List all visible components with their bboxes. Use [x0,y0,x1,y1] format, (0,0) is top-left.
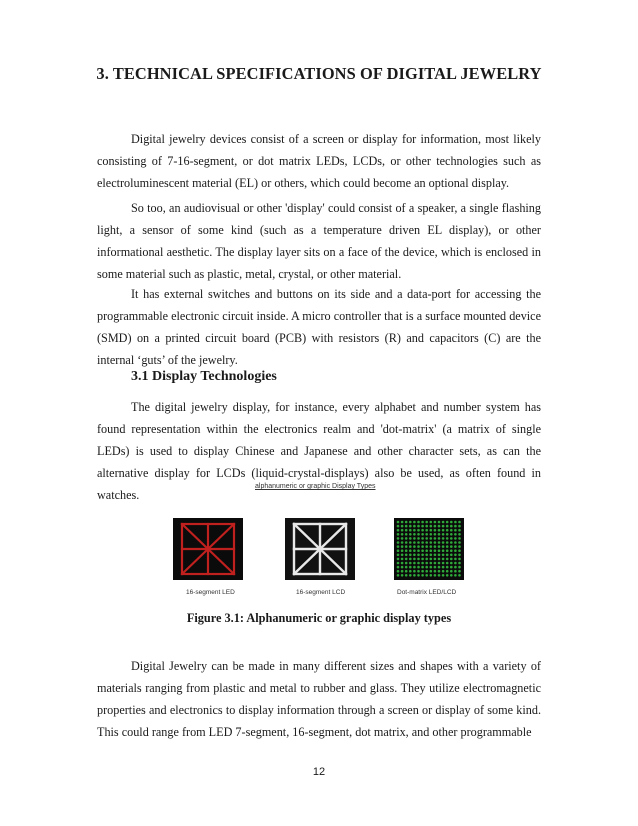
matrix-dot [434,566,437,569]
matrix-dot [425,558,428,561]
figure-title: alphanumeric or graphic Display Types [255,483,376,490]
matrix-dot [409,566,412,569]
matrix-dot [417,558,420,561]
matrix-dot [438,574,441,577]
matrix-dot [446,554,449,557]
matrix-dot [450,533,453,536]
matrix-dot [413,545,416,548]
matrix-dot [438,566,441,569]
matrix-dot [417,549,420,552]
matrix-dot [421,529,424,532]
page-number: 12 [312,766,326,778]
matrix-dot [409,574,412,577]
matrix-dot [401,566,404,569]
matrix-dot [409,558,412,561]
matrix-dot [454,562,457,565]
matrix-dot [434,562,437,565]
matrix-dot [454,541,457,544]
display-16-segment-led [173,518,243,580]
matrix-dot [434,533,437,536]
closing-paragraph: Digital Jewelry can be made in many different sizes and shapes with a variety of materials ranging from plastic and metal to rubber and glass. They utilize electromagnetic properties and electronics to display information through a screen or display of some kind. This could range from LED 7-segment, 16-segment, dot matrix, and other programmable [97,659,541,739]
matrix-dot [405,537,408,540]
matrix-dot [397,549,400,552]
matrix-dot [409,562,412,565]
matrix-dot [450,525,453,528]
matrix-dot [417,554,420,557]
matrix-dot [425,521,428,524]
matrix-dot [458,549,461,552]
matrix-dot [405,533,408,536]
display-dot-matrix [394,518,464,580]
display-label-dot-matrix: Dot-matrix LED/LCD [397,589,457,596]
matrix-dot [425,545,428,548]
matrix-dot [397,537,400,540]
display-16-segment-lcd [285,518,355,580]
matrix-dot [405,525,408,528]
matrix-dot [409,533,412,536]
matrix-dot [458,529,461,532]
matrix-dot [430,549,433,552]
matrix-dot [401,533,404,536]
matrix-dot [446,521,449,524]
matrix-dot [446,549,449,552]
matrix-dot [454,566,457,569]
matrix-dot [421,574,424,577]
matrix-dot [409,525,412,528]
matrix-dot [405,521,408,524]
matrix-dot [430,558,433,561]
matrix-dot [442,549,445,552]
matrix-dot [425,570,428,573]
matrix-dot [458,525,461,528]
matrix-dot [454,529,457,532]
matrix-dot [454,537,457,540]
matrix-dot [413,562,416,565]
matrix-dot [397,574,400,577]
matrix-dot [442,558,445,561]
matrix-dot [442,525,445,528]
matrix-dot [438,549,441,552]
matrix-dot [401,549,404,552]
matrix-dot [401,525,404,528]
matrix-dot [430,566,433,569]
matrix-dot [413,537,416,540]
matrix-dot [401,554,404,557]
matrix-dot [450,558,453,561]
matrix-dot [430,554,433,557]
matrix-dot [450,545,453,548]
matrix-dot [450,566,453,569]
matrix-dot [450,554,453,557]
matrix-dot [458,562,461,565]
matrix-dot [434,549,437,552]
matrix-dot [401,537,404,540]
matrix-dot [442,529,445,532]
matrix-dot [446,541,449,544]
matrix-dot [446,537,449,540]
section-heading: 3.1 Display Technologies [131,369,277,384]
matrix-dot [413,574,416,577]
matrix-dot [401,541,404,544]
matrix-dot [434,574,437,577]
matrix-dot [417,529,420,532]
matrix-dot [458,537,461,540]
matrix-dot [413,566,416,569]
matrix-dot [421,554,424,557]
matrix-dot [438,529,441,532]
matrix-dot [405,541,408,544]
matrix-dot [430,537,433,540]
matrix-dot [446,574,449,577]
matrix-dot [450,574,453,577]
matrix-dot [458,574,461,577]
matrix-dot [434,537,437,540]
matrix-dot [450,549,453,552]
matrix-dot [446,566,449,569]
matrix-dot [417,574,420,577]
matrix-dot [442,541,445,544]
matrix-dot [405,554,408,557]
matrix-dot [425,574,428,577]
matrix-dot [421,570,424,573]
matrix-dot [421,533,424,536]
matrix-dot [446,529,449,532]
matrix-dot [442,574,445,577]
matrix-dot [442,570,445,573]
matrix-dot [421,562,424,565]
matrix-dot [413,570,416,573]
matrix-dot [405,549,408,552]
matrix-dot [434,570,437,573]
matrix-dot [425,549,428,552]
matrix-dot [446,525,449,528]
matrix-dot [421,545,424,548]
matrix-dot [417,521,420,524]
matrix-dot [397,570,400,573]
matrix-dot [421,541,424,544]
matrix-dot [425,533,428,536]
matrix-dot [458,521,461,524]
matrix-dot [458,570,461,573]
matrix-dot [405,545,408,548]
matrix-dot [405,562,408,565]
matrix-dot [458,541,461,544]
matrix-dot [450,537,453,540]
matrix-dot [401,562,404,565]
display-label-lcd: 16-segment LCD [296,589,346,596]
matrix-dot [405,570,408,573]
matrix-dot [434,529,437,532]
matrix-dot [450,521,453,524]
matrix-dot [450,570,453,573]
matrix-dot [421,525,424,528]
matrix-dot [425,537,428,540]
matrix-dot [409,549,412,552]
matrix-dot [454,549,457,552]
matrix-dot [446,558,449,561]
matrix-dot [413,558,416,561]
matrix-dot [397,541,400,544]
matrix-dot [405,574,408,577]
matrix-dot [413,521,416,524]
matrix-dot [405,566,408,569]
matrix-dot [425,529,428,532]
matrix-dot [405,558,408,561]
matrix-dot [438,537,441,540]
matrix-dot [454,545,457,548]
matrix-dot [409,529,412,532]
matrix-dot [438,562,441,565]
matrix-dot [409,537,412,540]
matrix-dot [446,570,449,573]
matrix-dot [458,545,461,548]
matrix-dot [417,525,420,528]
matrix-dot [438,533,441,536]
matrix-dot [413,554,416,557]
matrix-dot [417,570,420,573]
matrix-dot [397,562,400,565]
matrix-dot [401,570,404,573]
matrix-dot [438,521,441,524]
matrix-dot [430,574,433,577]
matrix-dot [430,541,433,544]
matrix-dot [434,525,437,528]
matrix-dot [397,521,400,524]
matrix-dot [413,549,416,552]
matrix-dot [425,525,428,528]
matrix-dot [409,554,412,557]
matrix-dot [454,558,457,561]
matrix-dot [401,558,404,561]
matrix-dot [397,566,400,569]
matrix-dot [413,541,416,544]
paragraph-1: Digital jewelry devices consist of a screen or display for information, most likely consisting of 7-16-segment, or dot matrix LEDs, LCDs, or other technologies such as electroluminescent material (EL) or others, which could become an optional display. [97,132,541,190]
matrix-dot [397,545,400,548]
matrix-dot [454,525,457,528]
matrix-dot [454,554,457,557]
matrix-dot [446,545,449,548]
matrix-dot [417,562,420,565]
matrix-dot [421,521,424,524]
matrix-dot [425,554,428,557]
matrix-dot [401,521,404,524]
matrix-dot [442,554,445,557]
matrix-dot [401,545,404,548]
matrix-dot [421,537,424,540]
matrix-dot [409,541,412,544]
matrix-dot [430,529,433,532]
matrix-dot [425,541,428,544]
matrix-dot [413,533,416,536]
matrix-dot [425,562,428,565]
matrix-dot [446,533,449,536]
matrix-dot [450,541,453,544]
matrix-dot [405,529,408,532]
matrix-dot [442,537,445,540]
matrix-dot [438,554,441,557]
matrix-dot [458,558,461,561]
display-label-led: 16-segment LED [186,589,235,596]
matrix-dot [442,566,445,569]
matrix-dot [450,529,453,532]
matrix-dot [417,541,420,544]
matrix-dot [413,525,416,528]
matrix-dot [442,533,445,536]
matrix-dot [409,545,412,548]
matrix-dot [421,566,424,569]
section-paragraph: The digital jewelry display, for instance, every alphabet and number system has found representation within the electronics realm and 'dot-matrix' (a matrix of single LEDs) is used to display Chinese and Japanese and other character sets, as can the alternative display for LCDs (liquid-crystal-displays) also be used, as often found in watches. [97,400,541,502]
figure-caption: Figure 3.1: Alphanumeric or graphic display types [186,611,452,625]
matrix-dot [442,521,445,524]
matrix-dot [434,521,437,524]
matrix-dot [454,521,457,524]
matrix-dot [446,562,449,565]
matrix-dot [417,537,420,540]
matrix-dot [438,541,441,544]
matrix-dot [438,545,441,548]
paragraph-2: So too, an audiovisual or other 'display' could consist of a speaker, a single flashing light, a sensor of some kind (such as a temperature driven EL display), or other informational aesthetic. The display layer sits on a face of the device, which is enclosed in some material such as plastic, metal, crystal, or other material. [97,201,541,281]
matrix-dot [450,562,453,565]
matrix-dot [434,558,437,561]
matrix-dot [421,549,424,552]
matrix-dot [425,566,428,569]
matrix-dot [397,529,400,532]
matrix-dot [401,574,404,577]
matrix-dot [417,545,420,548]
matrix-dot [430,533,433,536]
matrix-dot [417,566,420,569]
matrix-dot [430,525,433,528]
chapter-heading: 3. TECHNICAL SPECIFICATIONS OF DIGITAL JEWELRY [96,64,542,83]
matrix-dot [417,533,420,536]
matrix-dot [430,521,433,524]
matrix-dot [442,562,445,565]
matrix-dot [458,533,461,536]
matrix-dot [454,533,457,536]
matrix-dot [454,570,457,573]
matrix-dot [397,533,400,536]
matrix-dot [434,554,437,557]
matrix-dot [409,521,412,524]
matrix-dot [409,570,412,573]
matrix-dot [430,545,433,548]
matrix-dot [401,529,404,532]
matrix-dot [438,570,441,573]
matrix-dot [454,574,457,577]
matrix-dot [458,554,461,557]
matrix-dot [442,545,445,548]
matrix-dot [413,529,416,532]
matrix-dot [434,545,437,548]
matrix-dot [397,558,400,561]
matrix-dot [430,570,433,573]
paragraph-3: It has external switches and buttons on its side and a data-port for accessing the programmable electronic circuit inside. A micro controller that is a surface mounted device (SMD) on a printed circuit board (PCB) with resistors (R) and capacitors (C) are the internal ‘guts’ of the jewelry. [97,287,541,367]
matrix-dot [438,558,441,561]
matrix-dot [458,566,461,569]
matrix-dot [434,541,437,544]
matrix-dot [397,525,400,528]
matrix-dot [430,562,433,565]
matrix-dot [421,558,424,561]
matrix-dot [397,554,400,557]
matrix-dot [438,525,441,528]
